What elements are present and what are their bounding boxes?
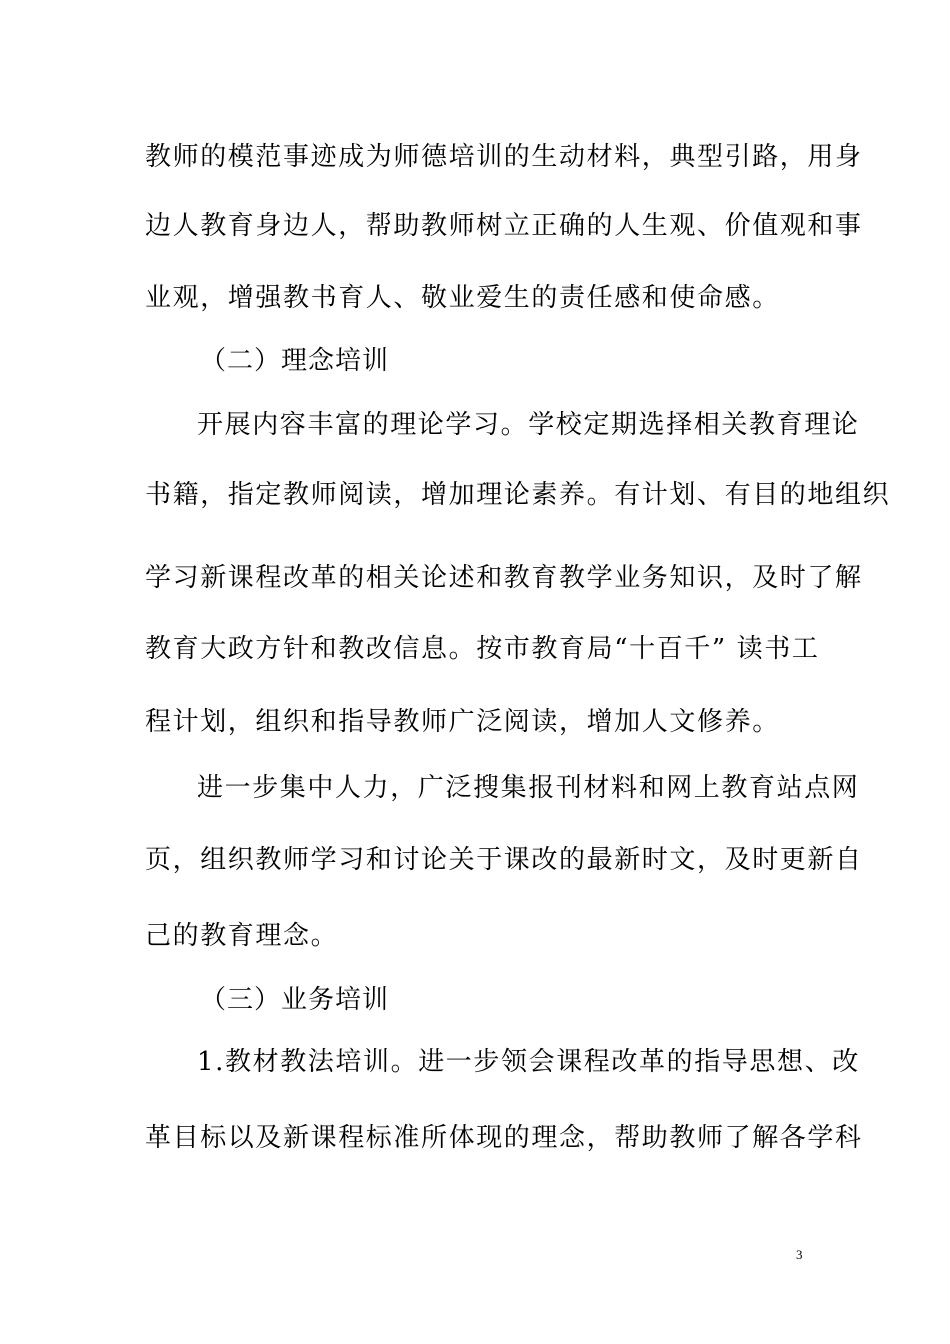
page-number: 3 [796,1247,803,1262]
body-line: 程计划，组织和指导教师广泛阅读，增加人文修养。 [145,707,780,737]
body-line: 业观，增强教书育人、敬业爱生的责任感和使命感。 [145,283,780,313]
section-heading: （三）业务培训 [200,985,390,1015]
body-line: 页，组织教师学习和讨论关于课改的最新时文，及时更新自 [145,845,863,875]
body-line: 己的教育理念。 [145,921,339,951]
body-line: 书籍，指定教师阅读，增加理论素养。有计划、有目的地组织 [145,480,891,510]
section-heading: （二）理念培训 [200,346,390,376]
paragraph-first-line: 1.教材教法培训。进一步领会课程改革的指导思想、改 [197,1047,860,1077]
body-line: 学习新课程改革的相关论述和教育教学业务知识，及时了解 [145,563,863,593]
paragraph-first-line: 进一步集中人力，广泛搜集报刊材料和网上教育站点网 [197,773,860,803]
paragraph-first-line: 开展内容丰富的理论学习。学校定期选择相关教育理论 [197,410,860,440]
body-line: 边人教育身边人，帮助教师树立正确的人生观、价值观和事 [145,211,863,241]
body-line: 革目标以及新课程标准所体现的理念，帮助教师了解各学科 [145,1123,863,1153]
body-line: 教师的模范事迹成为师德培训的生动材料，典型引路，用身 [145,142,863,172]
body-line: 教育大政方针和教改信息。按市教育局“十百千” 读书工 [145,634,820,664]
